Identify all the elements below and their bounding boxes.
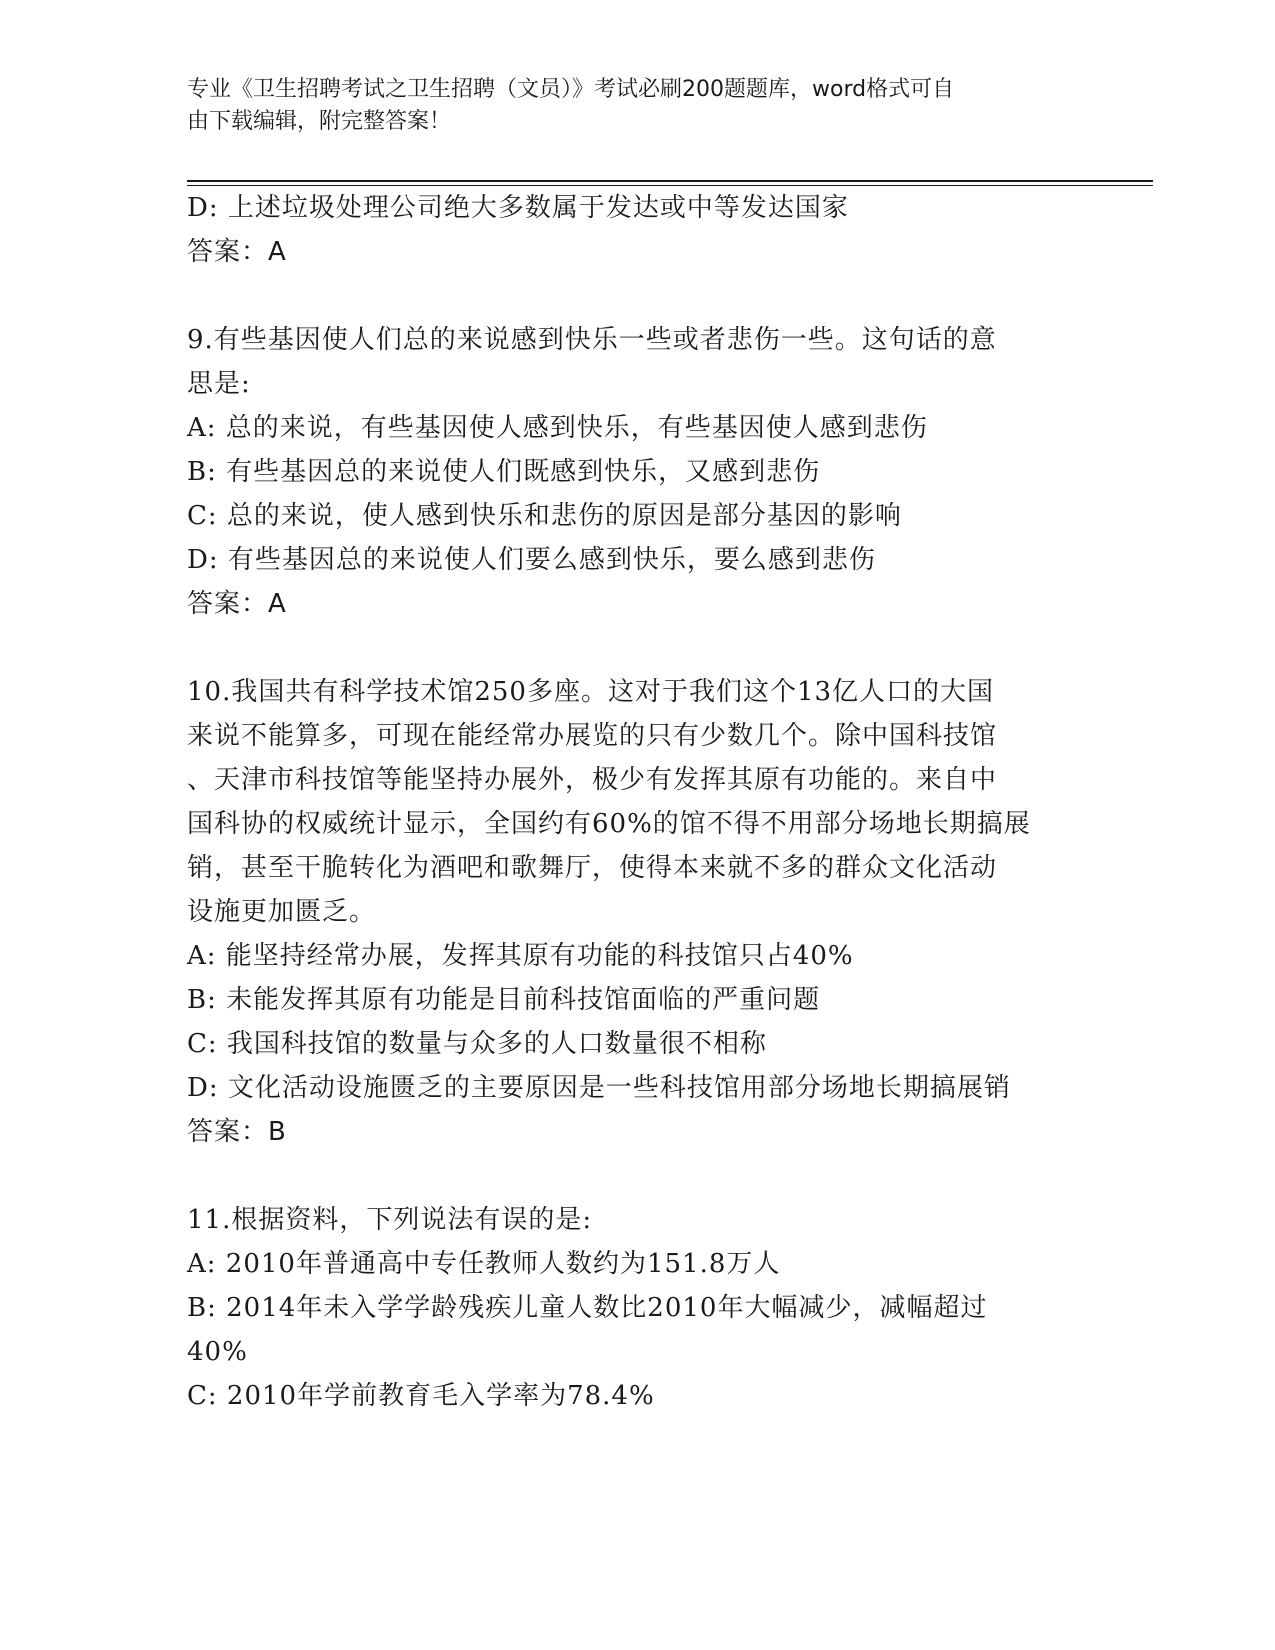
q11-option-b-line-1: B: 2014年未入学学龄残疾儿童人数比2010年大幅减少，减幅超过 (187, 1293, 988, 1323)
q9-option-c: C: 总的来说，使人感到快乐和悲伤的原因是部分基因的影响 (187, 501, 902, 531)
header-line-1: 专业《卫生招聘考试之卫生招聘（文员）》考试必刷200题题库，word格式可自 (187, 77, 955, 102)
q10-option-c: C: 我国科技馆的数量与众多的人口数量很不相称 (187, 1029, 767, 1059)
header-rule-thick (187, 180, 1153, 182)
q10-option-b: B: 未能发挥其原有功能是目前科技馆面临的严重问题 (187, 985, 821, 1015)
q10-stem-line-5: 销，甚至干脆转化为酒吧和歌舞厅，使得本来就不多的群众文化活动 (187, 853, 998, 883)
q11-option-c: C: 2010年学前教育毛入学率为78.4% (187, 1381, 655, 1411)
q10-stem-line-1: 10.我国共有科学技术馆250多座。这对于我们这个13亿人口的大国 (187, 677, 995, 707)
q10-option-a: A: 能坚持经常办展，发挥其原有功能的科技馆只占40% (187, 941, 854, 971)
q10-stem-line-6: 设施更加匮乏。 (187, 897, 377, 927)
q11-option-a: A: 2010年普通高中专任教师人数约为151.8万人 (187, 1249, 781, 1279)
q9-stem-line-1: 9.有些基因使人们总的来说感到快乐一些或者悲伤一些。这句话的意 (187, 325, 997, 355)
q9-option-b: B: 有些基因总的来说使人们既感到快乐，又感到悲伤 (187, 457, 821, 487)
q11-stem-line-1: 11.根据资料，下列说法有误的是: (187, 1205, 593, 1235)
header-line-2: 由下载编辑，附完整答案！ (187, 109, 452, 134)
q10-answer: 答案：B (187, 1117, 287, 1147)
q10-stem-line-3: 、天津市科技馆等能坚持办展外，极少有发挥其原有功能的。来自中 (187, 765, 998, 795)
q10-stem-line-2: 来说不能算多，可现在能经常办展览的只有少数几个。除中国科技馆 (187, 721, 998, 751)
q9-stem-line-2: 思是: (187, 369, 251, 399)
q8-option-d: D: 上述垃圾处理公司绝大多数属于发达或中等发达国家 (187, 193, 849, 223)
q11-option-b-line-2: 40% (187, 1337, 248, 1367)
q9-option-d: D: 有些基因总的来说使人们要么感到快乐，要么感到悲伤 (187, 545, 876, 575)
q10-stem-line-4: 国科协的权威统计显示，全国约有60%的馆不得不用部分场地长期搞展 (187, 809, 1031, 839)
q9-answer: 答案：A (187, 589, 287, 619)
q10-option-d: D: 文化活动设施匮乏的主要原因是一些科技馆用部分场地长期搞展销 (187, 1073, 1011, 1103)
q9-option-a: A: 总的来说，有些基因使人感到快乐，有些基因使人感到悲伤 (187, 413, 928, 443)
q8-answer: 答案：A (187, 237, 287, 267)
document-header (187, 74, 1067, 138)
